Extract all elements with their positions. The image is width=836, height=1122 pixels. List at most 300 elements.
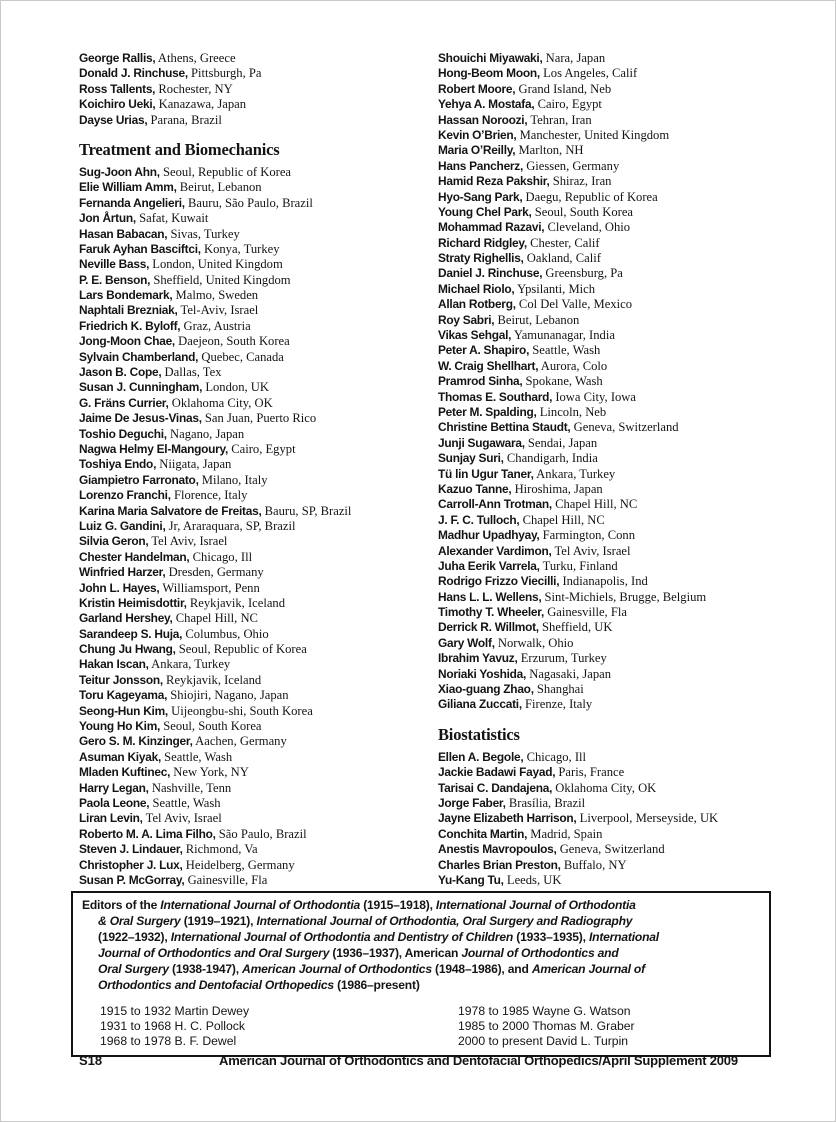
reviewer-location: Uijeongbu-shi, South Korea xyxy=(167,703,313,718)
reviewer-name: Toshio Deguchi, xyxy=(79,426,167,441)
reviewer-location: Beirut, Lebanon xyxy=(176,180,262,195)
reviewer-location: Safat, Kuwait xyxy=(135,211,209,226)
reviewer-location: Madrid, Spain xyxy=(527,826,603,841)
reviewer-location: Grand Island, Neb xyxy=(515,81,612,96)
reviewer-entry xyxy=(438,190,816,205)
reviewer-entry xyxy=(438,82,816,97)
editor-term-row: 1985 to 2000 Thomas M. Graber xyxy=(458,1019,635,1034)
reviewer-location: Geneva, Switzerland xyxy=(570,420,679,435)
reviewer-entry xyxy=(79,113,431,128)
reviewer-entry xyxy=(79,642,431,657)
journal-title-text: American Journal of Orthodontics xyxy=(242,961,436,976)
editors-box xyxy=(71,891,771,1057)
reviewer-entry xyxy=(438,113,816,128)
reviewer-entry xyxy=(438,174,816,189)
reviewer-location: Tel-Aviv, Israel xyxy=(177,303,259,318)
reviewer-location: Nagano, Japan xyxy=(166,426,245,441)
reviewer-entry xyxy=(79,534,431,549)
reviewer-location: Athens, Greece xyxy=(155,51,236,65)
reviewer-entry xyxy=(79,273,431,288)
section-header: Biostatistics xyxy=(438,724,520,744)
reviewer-entry xyxy=(79,550,431,565)
reviewer-entry xyxy=(79,227,431,242)
reviewer-entry xyxy=(79,688,431,703)
reviewer-location: Geneva, Switzerland xyxy=(556,842,665,857)
reviewer-location: Nashville, Tenn xyxy=(148,780,232,795)
reviewer-name: Peter M. Spalding, xyxy=(438,404,537,419)
reviewer-entry xyxy=(438,574,816,589)
reviewer-location: Manchester, United Kingdom xyxy=(516,127,670,142)
editor-terms-column-right xyxy=(458,1004,761,1048)
reviewer-entry xyxy=(79,750,431,765)
reviewer-name: Friedrich K. Byloff, xyxy=(79,318,181,333)
reviewer-location: Marlton, NH xyxy=(515,143,584,158)
reviewer-location: Florence, Italy xyxy=(170,488,248,503)
reviewer-entry xyxy=(79,565,431,580)
reviewer-name: Hamid Reza Pakshir, xyxy=(438,174,550,189)
reviewer-name: P. E. Benson, xyxy=(79,272,151,287)
reviewer-entry xyxy=(438,590,816,605)
reviewer-name: Naphtali Brezniak, xyxy=(79,303,178,318)
reviewer-location: Ankara, Turkey xyxy=(148,657,231,672)
reviewer-location: Bauru, São Paulo, Brazil xyxy=(184,195,313,210)
reviewer-name: Alexander Vardimon, xyxy=(438,543,552,558)
reviewer-entry xyxy=(79,519,431,534)
reviewer-location: Shiojiri, Nagano, Japan xyxy=(167,688,289,703)
reviewer-name: Thomas E. Southard, xyxy=(438,389,553,404)
reviewer-location: Daegu, Republic of Korea xyxy=(522,189,658,204)
reviewer-entry xyxy=(438,51,816,66)
history-text: (1919–1921), xyxy=(183,913,257,928)
reviewer-location: São Paulo, Brazil xyxy=(215,826,307,841)
reviewer-location: Col Del Valle, Mexico xyxy=(515,297,633,312)
reviewer-entry xyxy=(79,334,431,349)
reviewer-location: Shiraz, Iran xyxy=(549,174,612,189)
reviewer-location: Brasília, Brazil xyxy=(505,795,586,810)
reviewer-name: Kristin Heimisdottir, xyxy=(79,595,187,610)
reviewer-location: Chapel Hill, NC xyxy=(551,497,638,512)
reviewer-name: Karina Maria Salvatore de Freitas, xyxy=(79,503,262,518)
reviewer-name: Neville Bass, xyxy=(79,257,150,272)
reviewer-location: Quebec, Canada xyxy=(198,349,284,364)
journal-title-text: International xyxy=(588,929,659,944)
reviewer-name: W. Craig Shellhart, xyxy=(438,358,539,373)
reviewer-entry xyxy=(79,781,431,796)
reviewer-name: Susan P. McGorray, xyxy=(79,872,185,887)
reviewer-entry xyxy=(438,544,816,559)
reviewer-name: Charles Brian Preston, xyxy=(438,857,561,872)
reviewer-location: Cleveland, Ohio xyxy=(544,220,631,235)
reviewer-location: Tel Aviv, Israel xyxy=(148,534,228,549)
reviewer-entry xyxy=(79,734,431,749)
reviewer-entry xyxy=(438,620,816,635)
reviewer-entry xyxy=(79,627,431,642)
reviewer-location: Ypsilanti, Mich xyxy=(514,281,596,296)
reviewer-entry xyxy=(79,765,431,780)
reviewer-location: London, United Kingdom xyxy=(149,257,283,272)
reviewer-location: Jr, Araraquara, SP, Brazil xyxy=(165,518,296,533)
reviewer-name: Noriaki Yoshida, xyxy=(438,666,527,681)
reviewer-location: Seattle, Wash xyxy=(149,795,221,810)
reviewer-name: Young Chel Park, xyxy=(438,204,532,219)
reviewer-name: Luiz G. Gandini, xyxy=(79,518,166,533)
reviewer-entry xyxy=(438,266,816,281)
journal-title-text: Orthodontics and Dentofacial Orthopedics xyxy=(98,977,338,992)
reviewer-entry xyxy=(438,66,816,81)
reviewer-entry xyxy=(79,704,431,719)
reviewer-name: Susan J. Cunningham, xyxy=(79,380,203,395)
reviewer-name: Silvia Geron, xyxy=(79,534,149,549)
reviewer-name: Jaime De Jesus-Vinas, xyxy=(79,411,202,426)
reviewer-location: Oklahoma City, OK xyxy=(168,395,273,410)
reviewer-entry xyxy=(438,513,816,528)
reviewer-name: Hyo-Sang Park, xyxy=(438,189,523,204)
reviewer-name: Jorge Faber, xyxy=(438,795,506,810)
reviewer-location: Aachen, Germany xyxy=(192,734,287,749)
journal-title-text: International Journal of Orthodontia xyxy=(160,898,364,912)
reviewer-entry xyxy=(438,697,816,712)
reviewer-name: Pramrod Sinha, xyxy=(438,374,523,389)
reviewer-entry xyxy=(438,667,816,682)
history-text: (1938-1947), xyxy=(172,961,243,976)
reviewer-name: Dayse Urias, xyxy=(79,112,148,127)
reviewer-entry xyxy=(438,451,816,466)
reviewer-location: Chicago, Ill xyxy=(523,749,587,764)
reviewer-location: Konya, Turkey xyxy=(200,241,280,256)
reviewer-entry xyxy=(438,497,816,512)
footer-page-number: S18 xyxy=(79,1053,103,1068)
reviewer-location: Graz, Austria xyxy=(180,318,251,333)
reviewer-name: Sunjay Suri, xyxy=(438,451,504,466)
reviewer-name: Gary Wolf, xyxy=(438,635,495,650)
reviewer-location: Tel Aviv, Israel xyxy=(142,811,222,826)
reviewer-entry xyxy=(438,467,816,482)
reviewer-entry xyxy=(438,651,816,666)
reviewer-location: Norwalk, Ohio xyxy=(494,635,574,650)
reviewer-name: Robert Moore, xyxy=(438,81,516,96)
reviewer-entry xyxy=(79,873,431,888)
reviewer-entry xyxy=(438,251,816,266)
reviewer-location: Seattle, Wash xyxy=(529,343,601,358)
journal-title-text: & Oral Surgery xyxy=(98,913,184,928)
reviewer-location: Nagasaki, Japan xyxy=(526,666,612,681)
reviewer-entry xyxy=(438,205,816,220)
reviewer-name: Elie William Amm, xyxy=(79,180,177,195)
reviewer-location: Spokane, Wash xyxy=(522,374,603,389)
reviewer-entry xyxy=(79,504,431,519)
reviewer-location: Chicago, Ill xyxy=(189,549,253,564)
reviewer-location: Hiroshima, Japan xyxy=(511,481,603,496)
reviewer-location: Chapel Hill, NC xyxy=(172,611,258,626)
reviewer-location: Daejeon, South Korea xyxy=(175,334,290,349)
reviewer-entry xyxy=(438,482,816,497)
reviewer-name: Giampietro Farronato, xyxy=(79,472,199,487)
reviewer-entry xyxy=(79,66,431,81)
reviewer-entry xyxy=(438,682,816,697)
reviewer-location: Bauru, SP, Brazil xyxy=(261,503,352,518)
journal-title-text: Journal of Orthodontics and Oral Surgery xyxy=(98,945,333,960)
reviewer-entry xyxy=(438,528,816,543)
reviewer-location: Lincoln, Neb xyxy=(536,404,607,419)
reviewer-name: Nagwa Helmy El-Mangoury, xyxy=(79,441,229,456)
reviewer-name: Mladen Kuftinec, xyxy=(79,765,171,780)
reviewer-entry xyxy=(79,811,431,826)
reviewer-entry xyxy=(79,303,431,318)
reviewer-name: Tarisai C. Dandajena, xyxy=(438,780,553,795)
reviewer-name: Yu-Kang Tu, xyxy=(438,872,504,887)
reviewer-location: Shanghai xyxy=(533,682,584,697)
reviewer-entry xyxy=(438,343,816,358)
reviewer-location: Beirut, Lebanon xyxy=(494,312,580,327)
history-text: (1948–1986), and xyxy=(435,961,532,976)
reviewer-location: Cairo, Egypt xyxy=(228,441,296,456)
reviewer-entry xyxy=(79,196,431,211)
reviewer-location: Liverpool, Merseyside, UK xyxy=(576,811,719,826)
reviewer-entry xyxy=(438,374,816,389)
reviewer-location: Parana, Brazil xyxy=(147,112,222,127)
reviewer-entry xyxy=(79,51,431,66)
history-text: (1986–present) xyxy=(337,977,420,992)
reviewer-location: Sheffield, United Kingdom xyxy=(150,272,291,287)
reviewer-location: Sendai, Japan xyxy=(524,435,598,450)
reviewer-location: Indianapolis, Ind xyxy=(559,574,648,589)
reviewer-name: John L. Hayes, xyxy=(79,580,160,595)
reviewer-entry xyxy=(79,396,431,411)
reviewer-location: Richmond, Va xyxy=(182,842,258,857)
history-text: (1933–1935), xyxy=(516,929,589,944)
journal-title-text: International Journal of Orthodontia xyxy=(435,898,636,912)
reviewer-name: Roy Sabri, xyxy=(438,312,495,327)
reviewer-entry xyxy=(79,858,431,873)
reviewer-entry xyxy=(79,611,431,626)
reviewer-name: Lorenzo Franchi, xyxy=(79,488,171,503)
reviewer-entry xyxy=(79,442,431,457)
reviewer-name: Young Ho Kim, xyxy=(79,719,161,734)
section-header: Treatment and Biomechanics xyxy=(79,139,280,159)
reviewer-name: Harry Legan, xyxy=(79,780,149,795)
reviewer-entry xyxy=(79,242,431,257)
reviewer-entry xyxy=(79,82,431,97)
editor-terms xyxy=(100,1004,761,1048)
reviewer-entry xyxy=(438,236,816,251)
reviewer-entry xyxy=(79,427,431,442)
journal-title-text: American Journal of xyxy=(531,961,645,976)
reviewer-location: Leeds, UK xyxy=(503,872,562,887)
reviewer-location: Chapel Hill, NC xyxy=(519,512,605,527)
reviewer-entry xyxy=(438,405,816,420)
reviewer-entry xyxy=(79,596,431,611)
reviewer-location: Dresden, Germany xyxy=(165,565,264,580)
reviewer-name: Asuman Kiyak, xyxy=(79,749,161,764)
reviewer-entry xyxy=(438,873,816,888)
reviewer-entry xyxy=(79,288,431,303)
reviewer-location: Pittsburgh, Pa xyxy=(187,66,262,81)
reviewer-name: Jong-Moon Chae, xyxy=(79,334,175,349)
reviewer-name: Ross Tallents, xyxy=(79,81,156,96)
reviewer-entry xyxy=(438,636,816,651)
reviewer-name: Gero S. M. Kinzinger, xyxy=(79,734,193,749)
journal-title-text: International Journal of Orthodontia, Oral Surgery and Radiography xyxy=(256,913,633,928)
reviewer-location: Malmo, Sweden xyxy=(172,288,259,303)
reviewer-entry xyxy=(79,411,431,426)
reviewer-column-right xyxy=(438,51,816,888)
reviewer-entry xyxy=(438,436,816,451)
reviewer-name: George Rallis, xyxy=(79,51,156,65)
reviewer-name: Teitur Jonsson, xyxy=(79,672,163,687)
reviewer-name: Juha Eerik Varrela, xyxy=(438,558,540,573)
reviewer-entry xyxy=(79,473,431,488)
reviewer-name: Kazuo Tanne, xyxy=(438,481,512,496)
reviewer-name: Xiao-guang Zhao, xyxy=(438,682,534,697)
editor-terms-column-left xyxy=(100,1004,458,1048)
reviewer-name: Maria O’Reilly, xyxy=(438,143,516,158)
reviewer-entry xyxy=(79,97,431,112)
reviewer-location: Kanazawa, Japan xyxy=(155,97,247,112)
page-footer xyxy=(1,1053,836,1073)
reviewer-name: Chester Handelman, xyxy=(79,549,190,564)
reviewer-name: Winfried Harzer, xyxy=(79,565,166,580)
reviewer-entry xyxy=(79,827,431,842)
reviewer-name: Carroll-Ann Trotman, xyxy=(438,497,552,512)
history-text: (1922–1932), xyxy=(98,929,171,944)
reviewer-name: Jayne Elizabeth Harrison, xyxy=(438,811,577,826)
reviewer-entry xyxy=(438,420,816,435)
reviewer-name: Fernanda Angelieri, xyxy=(79,195,185,210)
reviewer-location: Los Angeles, Calif xyxy=(539,66,638,81)
editors-history-paragraph xyxy=(82,898,761,993)
reviewer-location: San Juan, Puerto Rico xyxy=(201,411,317,426)
reviewer-location: Seattle, Wash xyxy=(161,749,233,764)
reviewer-entry xyxy=(438,159,816,174)
reviewer-entry xyxy=(79,211,431,226)
reviewer-entry xyxy=(438,297,816,312)
reviewer-entry xyxy=(438,781,816,796)
reviewer-location: Aurora, Colo xyxy=(538,358,608,373)
reviewer-entry xyxy=(438,359,816,374)
reviewer-location: Iowa City, Iowa xyxy=(552,389,636,404)
reviewer-entry xyxy=(79,365,431,380)
reviewer-name: Tü lin Ugur Taner, xyxy=(438,466,534,481)
reviewer-location: Paris, France xyxy=(555,765,625,780)
reviewer-location: Seoul, Republic of Korea xyxy=(175,642,307,657)
reviewer-location: Columbus, Ohio xyxy=(182,626,269,641)
reviewer-location: Oklahoma City, OK xyxy=(552,780,657,795)
reviewer-name: Donald J. Rinchuse, xyxy=(79,66,188,81)
reviewer-entry xyxy=(438,390,816,405)
reviewer-entry xyxy=(79,319,431,334)
reviewer-location: Williamsport, Penn xyxy=(159,580,260,595)
reviewer-name: Chung Ju Hwang, xyxy=(79,642,176,657)
reviewer-entry xyxy=(438,811,816,826)
reviewer-location: Cairo, Egypt xyxy=(534,97,602,112)
reviewer-name: Richard Ridgley, xyxy=(438,235,527,250)
reviewer-name: Michael Riolo, xyxy=(438,281,515,296)
reviewer-entry xyxy=(438,282,816,297)
reviewer-location: Sint-Michiels, Brugge, Belgium xyxy=(541,589,707,604)
reviewer-name: Christopher J. Lux, xyxy=(79,857,183,872)
reviewer-name: Seong-Hun Kim, xyxy=(79,703,168,718)
reviewer-name: Anestis Mavropoulos, xyxy=(438,842,557,857)
editor-term-row: 2000 to present David L. Turpin xyxy=(458,1034,629,1049)
reviewer-location: Oakland, Calif xyxy=(523,251,601,266)
reviewer-location: Tehran, Iran xyxy=(527,112,592,127)
reviewer-location: New York, NY xyxy=(170,765,249,780)
history-text: (1936–1937), American xyxy=(332,945,462,960)
reviewer-location: Tel Aviv, Israel xyxy=(551,543,631,558)
reviewer-location: Farmington, Conn xyxy=(539,528,636,543)
reviewer-location: Nara, Japan xyxy=(542,51,606,65)
reviewer-name: Timothy T. Wheeler, xyxy=(438,605,545,620)
journal-title-text: Oral Surgery xyxy=(98,961,173,976)
reviewer-entry xyxy=(438,97,816,112)
reviewer-column-left xyxy=(79,51,431,888)
reviewer-entry xyxy=(438,796,816,811)
reviewer-location: Reykjavik, Iceland xyxy=(186,595,286,610)
reviewer-entry xyxy=(79,842,431,857)
reviewer-name: Rodrigo Frizzo Viecilli, xyxy=(438,574,560,589)
reviewer-name: Jon Årtun, xyxy=(79,211,136,226)
reviewer-name: Koichiro Ueki, xyxy=(79,97,156,112)
reviewer-entry xyxy=(438,143,816,158)
reviewer-name: Ibrahim Yavuz, xyxy=(438,651,518,666)
reviewer-entry xyxy=(438,313,816,328)
editor-term-row: 1968 to 1978 B. F. Dewel xyxy=(100,1034,237,1049)
footer-journal-title: American Journal of Orthodontics and Dentofacial Orthopedics/April Supplement 2009 xyxy=(219,1053,738,1068)
editor-term-row: 1931 to 1968 H. C. Pollock xyxy=(100,1019,245,1034)
journal-title-text: Journal of Orthodontics and xyxy=(461,945,619,960)
reviewer-name: Madhur Upadhyay, xyxy=(438,528,540,543)
history-text: Editors of the xyxy=(82,898,161,912)
reviewer-entry xyxy=(438,842,816,857)
reviewer-name: Conchita Martin, xyxy=(438,826,528,841)
reviewer-name: Lars Bondemark, xyxy=(79,288,173,303)
reviewer-location: Gainesville, Fla xyxy=(544,605,627,620)
reviewer-entry xyxy=(79,380,431,395)
reviewer-location: Erzurum, Turkey xyxy=(517,651,607,666)
reviewer-location: Niigata, Japan xyxy=(156,457,232,472)
reviewer-name: Kevin O’Brien, xyxy=(438,127,517,142)
reviewer-name: Hassan Noroozi, xyxy=(438,112,528,127)
reviewer-name: Peter A. Shapiro, xyxy=(438,343,530,358)
reviewer-name: J. F. C. Tulloch, xyxy=(438,512,520,527)
reviewer-location: Seoul, South Korea xyxy=(531,204,634,219)
journal-title-text: International Journal of Orthodontia and Dentistry of Children xyxy=(170,929,517,944)
reviewer-entry xyxy=(79,673,431,688)
reviewer-name: Roberto M. A. Lima Filho, xyxy=(79,826,216,841)
reviewer-location: Seoul, Republic of Korea xyxy=(159,164,292,179)
reviewer-entry xyxy=(438,858,816,873)
reviewer-location: Firenze, Italy xyxy=(521,697,593,712)
reviewer-entry xyxy=(438,605,816,620)
reviewer-name: Jackie Badawi Fayad, xyxy=(438,765,556,780)
reviewer-entry xyxy=(79,180,431,195)
reviewer-name: Giliana Zuccati, xyxy=(438,697,522,712)
reviewer-location: Greensburg, Pa xyxy=(542,266,623,281)
reviewer-location: Reykjavik, Iceland xyxy=(162,672,262,687)
reviewer-name: Sylvain Chamberland, xyxy=(79,349,199,364)
reviewer-location: Dallas, Tex xyxy=(161,365,222,380)
reviewer-name: Derrick R. Willmot, xyxy=(438,620,539,635)
reviewer-name: Liran Levin, xyxy=(79,811,143,826)
reviewer-name: Hakan Iscan, xyxy=(79,657,149,672)
reviewer-name: Hong-Beom Moon, xyxy=(438,66,540,81)
reviewer-name: Jason B. Cope, xyxy=(79,365,162,380)
editor-term-row: 1915 to 1932 Martin Dewey xyxy=(100,1004,250,1019)
reviewer-name: Junji Sugawara, xyxy=(438,435,525,450)
reviewer-name: Yehya A. Mostafa, xyxy=(438,97,535,112)
reviewer-location: Giessen, Germany xyxy=(523,158,620,173)
reviewer-location: Ankara, Turkey xyxy=(533,466,616,481)
